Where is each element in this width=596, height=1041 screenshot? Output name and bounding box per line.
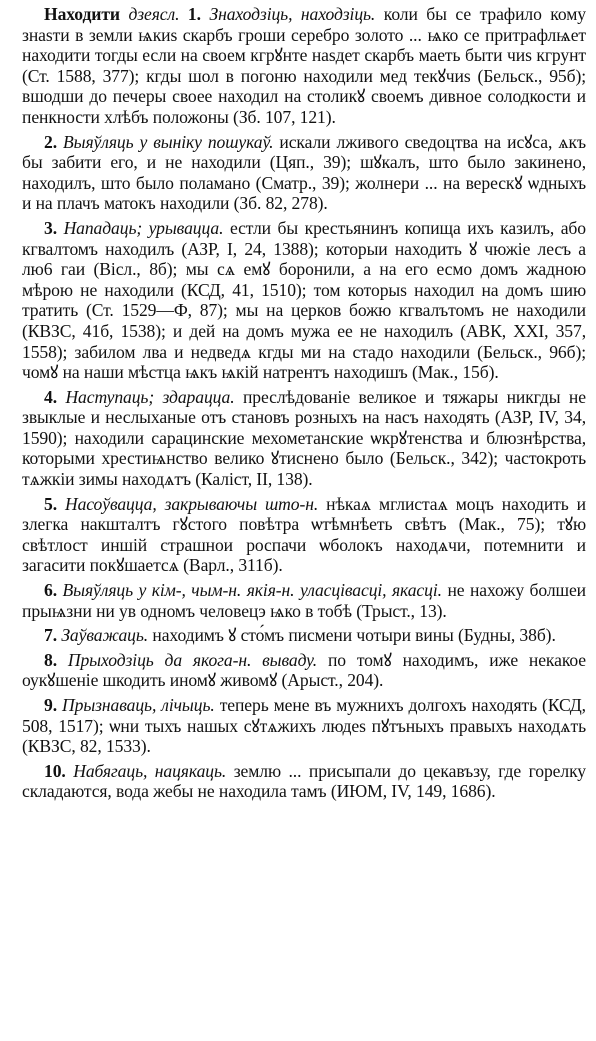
sense-gloss: Выяўляць у вынiку пошукаў.: [63, 131, 274, 152]
sense-3: [22, 218, 586, 383]
sense-text: коли бы се трафило кому знаsти в земли ѩкиs скарбъ гроши серебро золото ... ѩко се притрафлѩет находити тогды если на своем кгрꙋнте наsдет скарбъ маеть быти чиs кгрунт (Ст. 1588, 377); кгды шол в погоню находили мед текꙋчиs (Бельск., 95б); вшодши до печеры своее находил на столикꙋ своемъ дивное солодкости и пенкности хлѣбъ положоны (Зб. 107, 121).: [22, 4, 586, 127]
sense-1: [22, 4, 586, 128]
sense-number: 7.: [44, 625, 57, 646]
sense-text: преслѣдованіе великое и тяжары никгды не звыклые и неслыханые отъ становъ розныхъ на насъ находять (АЗР, IV, 34, 1590); находили сарацинские мехометанские ѡкрꙋтенства и блюзнѣрства, которыми хрестиѩнство велико ꙋтиснено было (Бельск., 342); частокроть тѧжкіи зимы находѧтъ (Каліст, II, 138).: [22, 386, 586, 490]
sense-gloss: Насоўвацца, закрываючы што-н.: [64, 493, 319, 514]
sense-text: естли бы крестьянинъ копища ихъ казилъ, або кгвалтомъ находилъ (АЗР, I, 24, 1388); которыи находить ꙋ чюжіе лесъ а лю6 гаи (Віcл., 8б); мы сѧ емꙋ боронили, а на его есмо домъ жадною мѣрою не находили (КСД, 41, 1510); том которыs находил на домъ шию тратить (Ст. 1529—Ф, 87); мы на церков божю кгвалътомъ не находили (КВЗС, 41б, 1538); и дей на домъ мужа ее не находилъ (АВК, XXI, 357, 1558); забилом лва и недведѧ кгды ми на стадо находили (Бельск., 96б); чомꙋ на наши мѣстца ѩкъ ѩкій натрентъ находишъ (Мак., 15б).: [22, 217, 586, 383]
sense-gloss: Прыходзiць да якога-н. вываду.: [67, 649, 318, 670]
sense-gloss: Выяўляць у кiм-, чым-н. якiя-н. уласцiвасцi, якасцi.: [62, 580, 442, 601]
sense-text: нѣкаѧ мглистаѧ моцъ находить и злегка накшталтъ гꙋстого повѣтра ѡтѣмнѣеть свѣтъ (Мак., 75); тꙋю свѣтлост иншій страшнои роспачи ѡболокъ находѧчи, потемнити и загасити покꙋшаетсѧ (Варл., 311б).: [22, 493, 586, 576]
sense-number: 10.: [44, 760, 66, 781]
sense-6: [22, 580, 586, 621]
sense-10: [22, 761, 586, 802]
sense-5: [22, 494, 586, 576]
sense-gloss: Заўважаць.: [61, 625, 149, 646]
sense-2: [22, 132, 586, 214]
sense-text: землю ... присыпали до цекавъзу, где горелку складаются, вода жебы не находила тамъ (ИЮМ, IV, 149, 1686).: [22, 760, 586, 802]
grammar-label: дзеясл.: [128, 4, 180, 24]
sense-number: 9.: [44, 695, 57, 715]
sense-number: 4.: [44, 386, 57, 407]
sense-8: [22, 650, 586, 691]
sense-gloss: Набягаць, нацякаць.: [73, 760, 227, 781]
sense-number: 8.: [44, 649, 57, 670]
sense-text: не нахожу болшеи прыѩзни ни ув одномъ человецэ ѩко в тобѣ (Трыст., 13).: [22, 580, 586, 621]
sense-4: [22, 387, 586, 490]
sense-gloss: Нападаць; урывацца.: [63, 217, 224, 238]
sense-number: 5.: [44, 493, 57, 514]
sense-text: находимъ ꙋ сто́мъ писмени чотыри вины (Будны, 38б).: [152, 625, 556, 646]
sense-gloss: Наступаць; здарацца.: [65, 386, 235, 407]
headword: Находити: [44, 4, 120, 24]
sense-gloss: Знаходзiць, находзiць.: [209, 4, 376, 24]
sense-number: 1.: [187, 4, 201, 24]
sense-number: 6.: [44, 580, 57, 601]
sense-number: 2.: [44, 131, 57, 152]
sense-7: [22, 625, 586, 646]
sense-9: [22, 695, 586, 757]
sense-text: по томꙋ находимъ, иже некакое оукꙋшеніе шкодить иномꙋ живомꙋ (Арыст., 204).: [22, 649, 586, 691]
sense-text: искали лживого сведоцтва на исꙋса, ѧкъ бы забити его, и не находили (Цяп., 39); шꙋкалъ, што было закинено, находилъ, што было поламано (Сматр., 39); жолнери ... на верескꙋ ѡдныхъ и на плачъ матокъ находили (Зб. 82, 278).: [22, 131, 586, 214]
sense-number: 3.: [44, 217, 57, 238]
sense-text: теперь мене въ мужнихъ долгохъ находять (КСД, 508, 1517); ѡни тыхъ нашых сꙋтѧжихъ людеs пꙋтъныхъ правыхъ находѧть (КВЗС, 82, 1533).: [22, 695, 586, 757]
sense-gloss: Прызнаваць, лiчыць.: [62, 695, 215, 715]
